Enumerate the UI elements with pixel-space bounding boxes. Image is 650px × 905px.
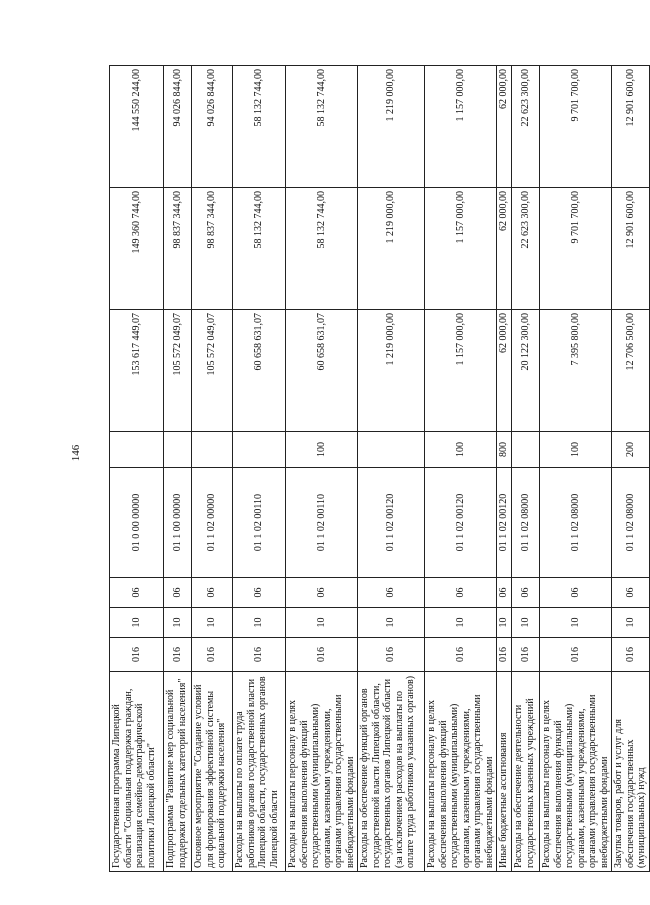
- row-name: Расходы на обеспечение функций органов государственной власти Липецкой области, государственных органов Липецкой области (за исключением расходов на выплаты по оплате труда работников указанных органов): [358, 672, 425, 872]
- section-code: 10: [425, 608, 497, 638]
- row-name: Закупка товаров, работ и услуг для обеспечения государственных (муниципальных) нужд: [612, 672, 650, 872]
- expense-type-code: [110, 432, 164, 468]
- section-code: 10: [286, 608, 358, 638]
- section-code: 10: [164, 608, 192, 638]
- amount-1: 60 658 631,07: [286, 310, 358, 432]
- budget-table-rotated: [109, 66, 647, 872]
- amount-2: 1 157 000,00: [425, 188, 497, 310]
- expense-type-code: 100: [286, 432, 358, 468]
- table-row: [540, 66, 612, 872]
- budget-table: [109, 65, 650, 872]
- amount-3: 62 000,00: [497, 66, 512, 188]
- table-row: [612, 66, 650, 872]
- amount-1: 1 219 000,00: [358, 310, 425, 432]
- amount-2: 9 701 700,00: [540, 188, 612, 310]
- section-code: 10: [497, 608, 512, 638]
- ved-code: 016: [192, 638, 233, 672]
- row-name: Расходы на выплаты по оплате труда работников органов государственной власти Липецкой области, государственных органов Липецкой области: [233, 672, 286, 872]
- row-name: Подпрограмма "Развитие мер социальной поддержки отдельных категорий населения": [164, 672, 192, 872]
- amount-3: 94 026 844,00: [192, 66, 233, 188]
- subsection-code: 06: [233, 578, 286, 608]
- expense-type-code: 800: [497, 432, 512, 468]
- row-name: Расходы на выплаты персоналу в целях обеспечения выполнения функций государственными (муниципальными) органами, казенными учреждениями, органами управления государственными внебюджетными фондами: [286, 672, 358, 872]
- target-item-code: 01 1 02 08000: [512, 468, 540, 578]
- table-row: [110, 66, 164, 872]
- target-item-code: 01 1 02 00000: [192, 468, 233, 578]
- amount-2: 62 000,00: [497, 188, 512, 310]
- row-name: Государственная программа Липецкой области "Социальная поддержка граждан, реализация семейно-демографической политики Липецкой области": [110, 672, 164, 872]
- ved-code: 016: [110, 638, 164, 672]
- amount-1: 105 572 049,07: [164, 310, 192, 432]
- amount-2: 98 837 344,00: [192, 188, 233, 310]
- amount-1: 1 157 000,00: [425, 310, 497, 432]
- subsection-code: 06: [358, 578, 425, 608]
- amount-2: 58 132 744,00: [233, 188, 286, 310]
- row-name: Основное мероприятие "Создание условий для формирования эффективной системы социальной поддержки населения": [192, 672, 233, 872]
- subsection-code: 06: [612, 578, 650, 608]
- amount-2: 1 219 000,00: [358, 188, 425, 310]
- amount-1: 105 572 049,07: [192, 310, 233, 432]
- subsection-code: 06: [512, 578, 540, 608]
- amount-1: 7 395 800,00: [540, 310, 612, 432]
- subsection-code: 06: [192, 578, 233, 608]
- amount-3: 12 901 600,00: [612, 66, 650, 188]
- amount-1: 62 000,00: [497, 310, 512, 432]
- row-name: Расходы на выплаты персоналу в целях обеспечения выполнения функций государственными (муниципальными) органами, казенными учреждениями, органами управления государственными внебюджетными фондами: [540, 672, 612, 872]
- amount-3: 58 132 744,00: [233, 66, 286, 188]
- target-item-code: 01 1 02 00120: [358, 468, 425, 578]
- target-item-code: 01 1 02 08000: [540, 468, 612, 578]
- table-row: [358, 66, 425, 872]
- section-code: 10: [512, 608, 540, 638]
- ved-code: 016: [497, 638, 512, 672]
- table-row: [233, 66, 286, 872]
- ved-code: 016: [233, 638, 286, 672]
- row-name: Расходы на обеспечение деятельности государственных казенных учреждений: [512, 672, 540, 872]
- ved-code: 016: [358, 638, 425, 672]
- amount-3: 1 219 000,00: [358, 66, 425, 188]
- subsection-code: 06: [425, 578, 497, 608]
- table-row: [497, 66, 512, 872]
- amount-3: 94 026 844,00: [164, 66, 192, 188]
- table-row: [425, 66, 497, 872]
- amount-3: 1 157 000,00: [425, 66, 497, 188]
- target-item-code: 01 1 00 00000: [164, 468, 192, 578]
- subsection-code: 06: [497, 578, 512, 608]
- ved-code: 016: [286, 638, 358, 672]
- expense-type-code: [164, 432, 192, 468]
- amount-1: 12 706 500,00: [612, 310, 650, 432]
- expense-type-code: 100: [425, 432, 497, 468]
- subsection-code: 06: [164, 578, 192, 608]
- target-item-code: 01 1 02 00110: [233, 468, 286, 578]
- subsection-code: 06: [110, 578, 164, 608]
- table-row: [164, 66, 192, 872]
- amount-1: 153 617 449,07: [110, 310, 164, 432]
- table-row: [512, 66, 540, 872]
- section-code: 10: [110, 608, 164, 638]
- expense-type-code: 200: [612, 432, 650, 468]
- section-code: 10: [358, 608, 425, 638]
- expense-type-code: [233, 432, 286, 468]
- amount-3: 58 132 744,00: [286, 66, 358, 188]
- amount-2: 12 901 600,00: [612, 188, 650, 310]
- expense-type-code: [192, 432, 233, 468]
- ved-code: 016: [512, 638, 540, 672]
- amount-2: 22 623 300,00: [512, 188, 540, 310]
- amount-1: 60 658 631,07: [233, 310, 286, 432]
- expense-type-code: 100: [540, 432, 612, 468]
- target-item-code: 01 1 02 00120: [497, 468, 512, 578]
- target-item-code: 01 0 00 00000: [110, 468, 164, 578]
- subsection-code: 06: [540, 578, 612, 608]
- table-row: [286, 66, 358, 872]
- target-item-code: 01 1 02 00110: [286, 468, 358, 578]
- ved-code: 016: [540, 638, 612, 672]
- amount-3: 9 701 700,00: [540, 66, 612, 188]
- table-row: [192, 66, 233, 872]
- expense-type-code: [512, 432, 540, 468]
- row-name: Иные бюджетные ассигнования: [497, 672, 512, 872]
- amount-3: 22 623 300,00: [512, 66, 540, 188]
- row-name: Расходы на выплаты персоналу в целях обеспечения выполнения функций государственными (муниципальными) органами, казенными учреждениями, органами управления государственными внебюджетными фондами: [425, 672, 497, 872]
- amount-2: 149 360 744,00: [110, 188, 164, 310]
- section-code: 10: [192, 608, 233, 638]
- amount-1: 20 122 300,00: [512, 310, 540, 432]
- section-code: 10: [540, 608, 612, 638]
- amount-3: 144 550 244,00: [110, 66, 164, 188]
- section-code: 10: [233, 608, 286, 638]
- section-code: 10: [612, 608, 650, 638]
- target-item-code: 01 1 02 00120: [425, 468, 497, 578]
- amount-2: 58 132 744,00: [286, 188, 358, 310]
- amount-2: 98 837 344,00: [164, 188, 192, 310]
- subsection-code: 06: [286, 578, 358, 608]
- ved-code: 016: [612, 638, 650, 672]
- page-number: 146: [70, 444, 82, 462]
- ved-code: 016: [164, 638, 192, 672]
- ved-code: 016: [425, 638, 497, 672]
- target-item-code: 01 1 02 08000: [612, 468, 650, 578]
- expense-type-code: [358, 432, 425, 468]
